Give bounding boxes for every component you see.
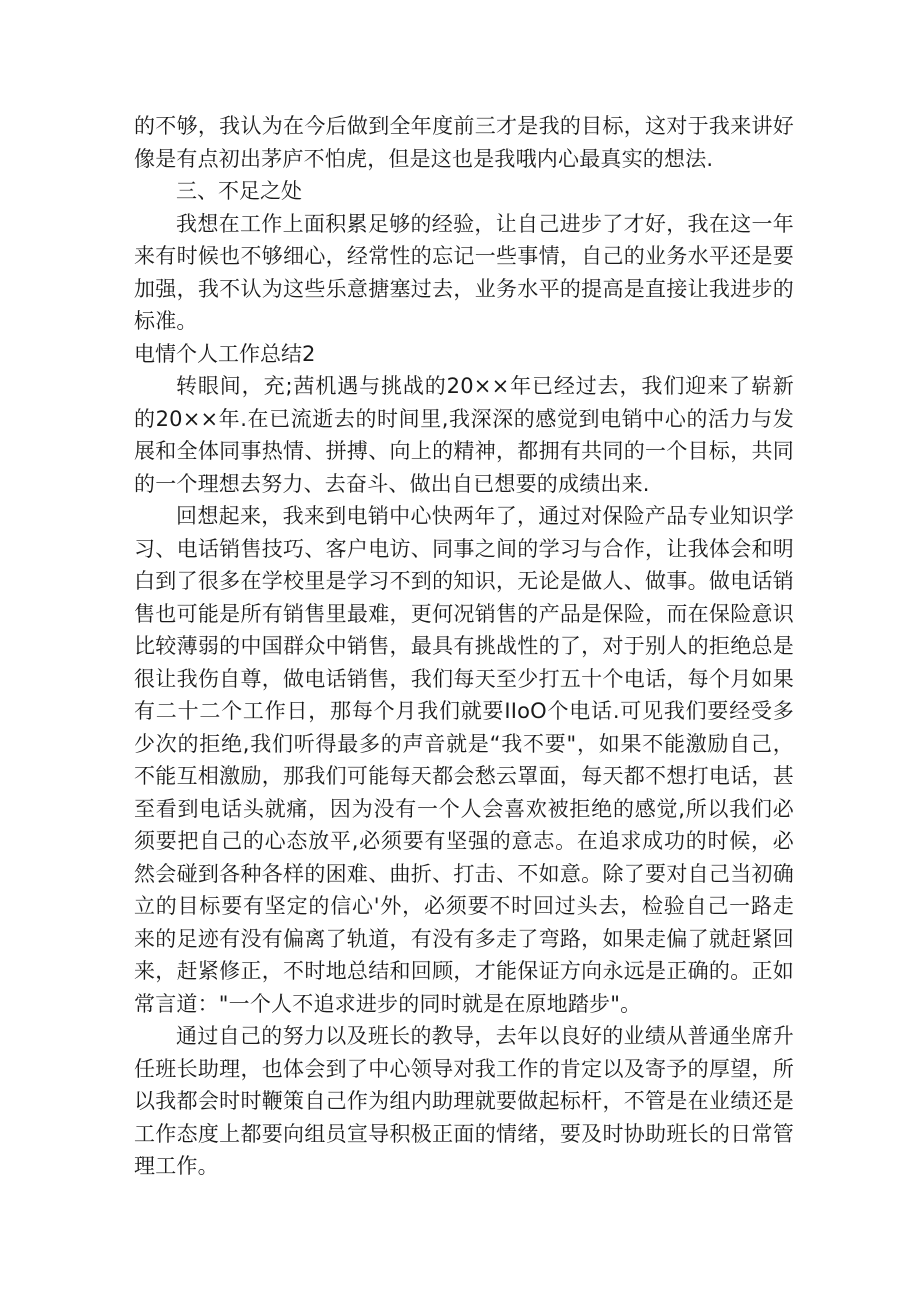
body-paragraph-3: 通过自己的努力以及班长的教导，去年以良好的业绩从普通坐席升任班长助理，也体会到了中心领导对我工作的肯定以及寄予的厚望，所以我都会时时鞭策自己作为组内助理就要做起标杆，不管是在业绩还是工作态度上都要向组员宣导积极正面的情绪，要及时协助班长的日常管理工作。 xyxy=(134,1024,794,1178)
section-paragraph: 我想在工作上面积累足够的经验，让自己进步了才好，我在这一年来有时候也不够细心，经常性的忘记一些事情，自己的业务水平还是要加强，我不认为这些乐意搪塞过去，业务水平的提高是直接让我进步的标准。 xyxy=(134,211,794,333)
document-page xyxy=(134,110,794,1183)
body-paragraph-1: 转眼间，充;茜机遇与挑战的20××年已经过去，我们迎来了崭新的20××年.在已流逝去的时间里,我深深的感觉到电销中心的活力与发展和全体同事热情、拼搏、向上的精神，都拥有共同的一个目标，共同的一个理想去努力、去奋斗、做出自已想要的成绩出来. xyxy=(134,374,794,496)
continuation-paragraph: 的不够，我认为在今后做到全年度前三才是我的目标，这对于我来讲好像是有点初出茅庐不怕虎，但是这也是我哦内心最真实的想法. xyxy=(134,114,794,171)
body-paragraph-2: 回想起来，我来到电销中心快两年了，通过对保险产品专业知识学习、电话销售技巧、客户电访、同事之间的学习与合作，让我体会和明白到了很多在学校里是学习不到的知识，无论是做人、做事。做电话销售也可能是所有销售里最难，更何况销售的产品是保险，而在保险意识比较薄弱的中国群众中销售，最具有挑战性的了，对于别人的拒绝总是很让我伤自尊，做电话销售，我们每天至少打五十个电话，每个月如果有二十二个工作日，那每个月我们就要IIoO个电话.可见我们要经受多少次的拒绝,我们听得最多的声音就是“我不要"，如果不能激励自己，不能互相激励，那我们可能每天都会愁云罩面，每天都不想打电话，甚至看到电话头就痛，因为没有一个人会喜欢被拒绝的感觉,所以我们必须要把自己的心态放平,必须要有坚强的意志。在追求成功的时候，必然会碰到各种各样的困难、曲折、打击、不如意。除了要对自己当初确立的目标要有坚定的信心'外，必须要不时回过头去，检验自己一路走来的足迹有没有偏离了轨道，有没有多走了弯路，如果走偏了就赶紧回来，赶紧修正，不时地总结和回顾，才能保证方向永远是正确的。正如常言道："一个人不追求进步的同时就是在原地踏步"。 xyxy=(134,504,794,1016)
article-title: 电情个人工作总结2 xyxy=(134,341,316,366)
section-heading: 三、不足之处 xyxy=(176,179,302,203)
